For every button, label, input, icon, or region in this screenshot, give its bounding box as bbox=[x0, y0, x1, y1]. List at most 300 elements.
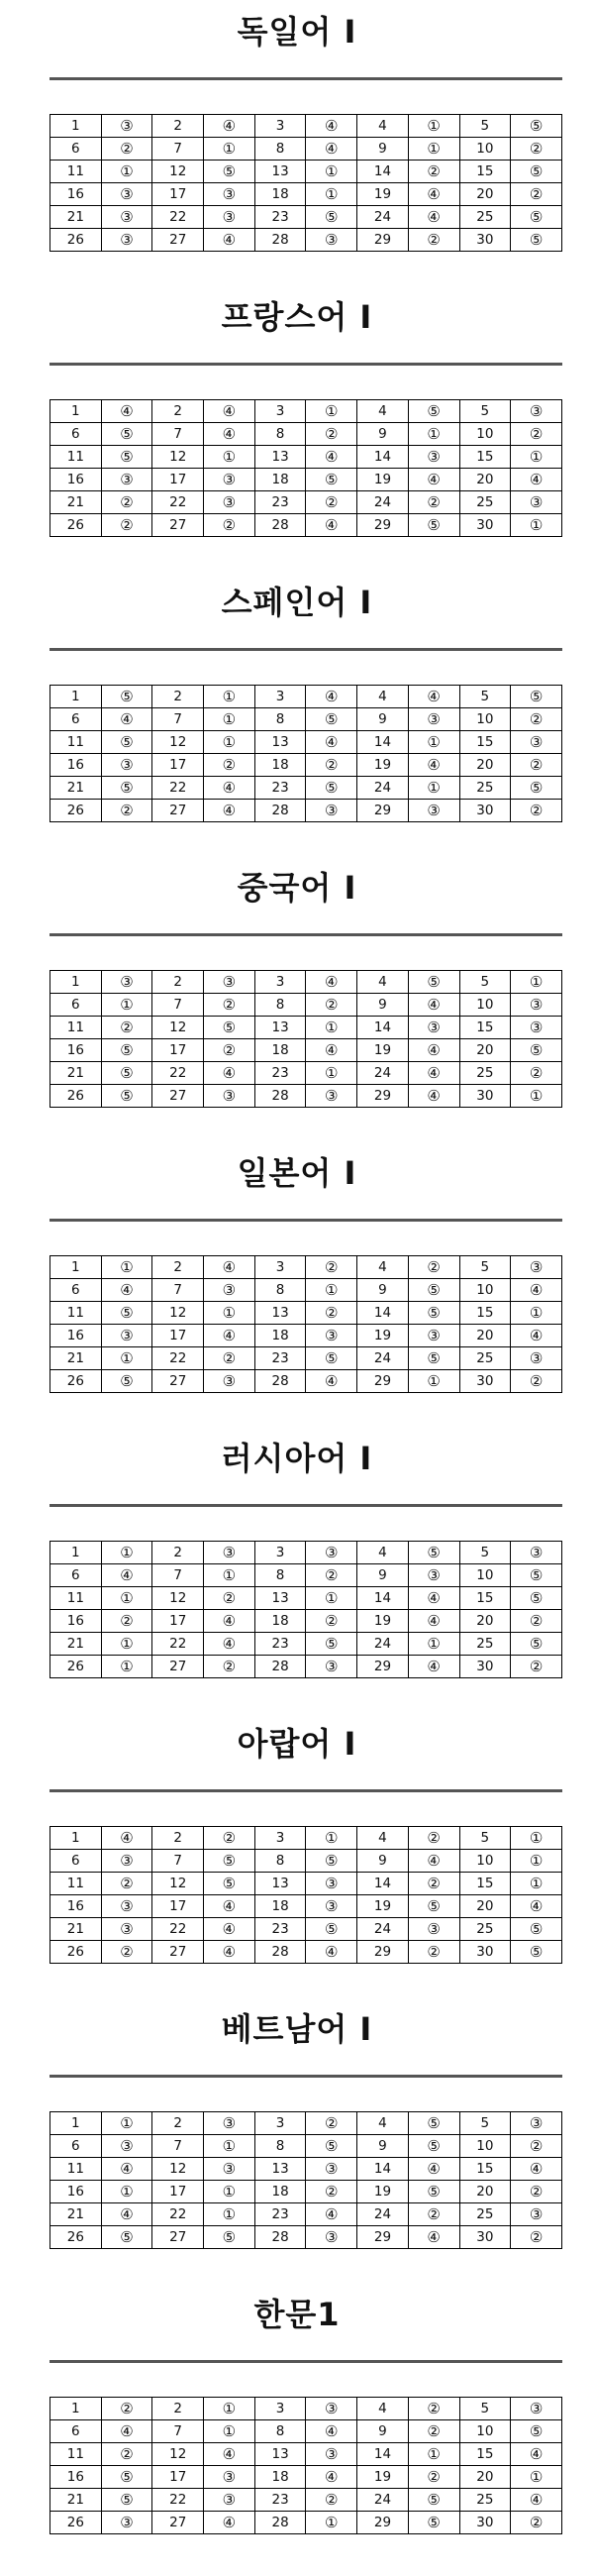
table-row bbox=[50, 423, 562, 446]
answer-cell: ⑤ bbox=[511, 229, 562, 252]
table-row bbox=[50, 1564, 562, 1587]
question-number-cell: 24 bbox=[357, 2203, 409, 2226]
answer-table bbox=[50, 2111, 562, 2249]
question-number-cell: 7 bbox=[152, 138, 204, 161]
answer-cell: ① bbox=[408, 1633, 459, 1656]
table-row bbox=[50, 731, 562, 754]
question-number-cell: 28 bbox=[254, 1370, 306, 1393]
answer-cell: ④ bbox=[511, 1895, 562, 1918]
question-number-cell: 24 bbox=[357, 1347, 409, 1370]
answer-cell: ① bbox=[204, 708, 255, 731]
answer-cell: ⑤ bbox=[511, 1587, 562, 1610]
question-number-cell: 19 bbox=[357, 183, 409, 206]
question-number-cell: 19 bbox=[357, 1039, 409, 1062]
answer-cell: ⑤ bbox=[408, 971, 459, 994]
answer-cell: ② bbox=[511, 2135, 562, 2158]
answer-cell: ③ bbox=[408, 1017, 459, 1039]
answer-cell: ③ bbox=[306, 2158, 357, 2181]
table-row bbox=[50, 1256, 562, 1279]
question-number-cell: 15 bbox=[459, 2158, 511, 2181]
question-number-cell: 16 bbox=[50, 1039, 102, 1062]
answer-cell: ⑤ bbox=[511, 161, 562, 183]
answer-cell: ④ bbox=[511, 2158, 562, 2181]
question-number-cell: 6 bbox=[50, 2420, 102, 2443]
question-number-cell: 23 bbox=[254, 491, 306, 514]
answer-cell: ⑤ bbox=[408, 1895, 459, 1918]
answer-cell: ③ bbox=[306, 2398, 357, 2420]
answer-cell: ② bbox=[408, 161, 459, 183]
table-row bbox=[50, 994, 562, 1017]
question-number-cell: 30 bbox=[459, 514, 511, 537]
question-number-cell: 5 bbox=[459, 1827, 511, 1850]
question-number-cell: 20 bbox=[459, 469, 511, 491]
table-row bbox=[50, 2420, 562, 2443]
question-number-cell: 21 bbox=[50, 1918, 102, 1941]
question-number-cell: 11 bbox=[50, 1302, 102, 1325]
answer-cell: ③ bbox=[511, 2398, 562, 2420]
answer-cell: ③ bbox=[204, 2489, 255, 2512]
question-number-cell: 8 bbox=[254, 423, 306, 446]
table-row bbox=[50, 229, 562, 252]
question-number-cell: 5 bbox=[459, 2112, 511, 2135]
answer-cell: ⑤ bbox=[511, 777, 562, 800]
answer-section bbox=[0, 1712, 594, 1997]
table-row bbox=[50, 708, 562, 731]
question-number-cell: 26 bbox=[50, 229, 102, 252]
table-row bbox=[50, 183, 562, 206]
question-number-cell: 6 bbox=[50, 423, 102, 446]
question-number-cell: 15 bbox=[459, 1302, 511, 1325]
question-number-cell: 3 bbox=[254, 1256, 306, 1279]
question-number-cell: 18 bbox=[254, 754, 306, 777]
question-number-cell: 9 bbox=[357, 708, 409, 731]
section-title: 베트남어 I bbox=[221, 2010, 373, 2048]
answer-cell: ② bbox=[101, 514, 152, 537]
question-number-cell: 7 bbox=[152, 2135, 204, 2158]
question-number-cell: 13 bbox=[254, 1587, 306, 1610]
table-row bbox=[50, 2489, 562, 2512]
answer-cell: ③ bbox=[408, 446, 459, 469]
question-number-cell: 7 bbox=[152, 1850, 204, 1873]
question-number-cell: 19 bbox=[357, 1610, 409, 1633]
answer-cell: ④ bbox=[306, 686, 357, 708]
question-number-cell: 2 bbox=[152, 2112, 204, 2135]
table-row bbox=[50, 2398, 562, 2420]
question-number-cell: 12 bbox=[152, 161, 204, 183]
answer-cell: ② bbox=[306, 754, 357, 777]
answer-cell: ④ bbox=[101, 2203, 152, 2226]
answer-cell: ② bbox=[101, 1941, 152, 1964]
question-number-cell: 7 bbox=[152, 2420, 204, 2443]
answer-cell: ③ bbox=[511, 1256, 562, 1279]
answer-cell: ③ bbox=[511, 2203, 562, 2226]
question-number-cell: 23 bbox=[254, 2203, 306, 2226]
table-row bbox=[50, 2226, 562, 2249]
table-row bbox=[50, 686, 562, 708]
answer-cell: ① bbox=[204, 446, 255, 469]
answer-cell: ④ bbox=[204, 1941, 255, 1964]
question-number-cell: 26 bbox=[50, 1370, 102, 1393]
answer-cell: ④ bbox=[408, 686, 459, 708]
answer-section bbox=[0, 1427, 594, 1712]
question-number-cell: 17 bbox=[152, 2466, 204, 2489]
answer-cell: ② bbox=[204, 1827, 255, 1850]
question-number-cell: 2 bbox=[152, 115, 204, 138]
answer-cell: ③ bbox=[101, 1325, 152, 1347]
answer-cell: ① bbox=[511, 1302, 562, 1325]
question-number-cell: 27 bbox=[152, 2512, 204, 2534]
question-number-cell: 14 bbox=[357, 2158, 409, 2181]
question-number-cell: 8 bbox=[254, 1850, 306, 1873]
table-row bbox=[50, 491, 562, 514]
answer-cell: ③ bbox=[306, 1325, 357, 1347]
answer-cell: ② bbox=[101, 1873, 152, 1895]
answer-cell: ① bbox=[408, 423, 459, 446]
question-number-cell: 28 bbox=[254, 1656, 306, 1678]
answer-cell: ④ bbox=[204, 1062, 255, 1085]
question-number-cell: 10 bbox=[459, 2135, 511, 2158]
question-number-cell: 23 bbox=[254, 1633, 306, 1656]
answer-cell: ③ bbox=[511, 1017, 562, 1039]
table-row bbox=[50, 1302, 562, 1325]
answer-cell: ① bbox=[306, 1587, 357, 1610]
answer-cell: ④ bbox=[511, 1325, 562, 1347]
title-underline bbox=[50, 1789, 562, 1792]
answer-cell: ③ bbox=[511, 491, 562, 514]
answer-cell: ① bbox=[511, 1873, 562, 1895]
answer-cell: ② bbox=[204, 1039, 255, 1062]
answer-cell: ② bbox=[306, 2489, 357, 2512]
question-number-cell: 22 bbox=[152, 2203, 204, 2226]
question-number-cell: 16 bbox=[50, 1610, 102, 1633]
question-number-cell: 20 bbox=[459, 1610, 511, 1633]
question-number-cell: 7 bbox=[152, 1279, 204, 1302]
table-row bbox=[50, 1827, 562, 1850]
answer-cell: ① bbox=[204, 2398, 255, 2420]
question-number-cell: 2 bbox=[152, 971, 204, 994]
answer-cell: ② bbox=[306, 1302, 357, 1325]
answer-cell: ② bbox=[408, 1873, 459, 1895]
answer-cell: ① bbox=[101, 1633, 152, 1656]
answer-cell: ③ bbox=[101, 229, 152, 252]
answer-cell: ⑤ bbox=[408, 2112, 459, 2135]
answer-cell: ⑤ bbox=[101, 2226, 152, 2249]
question-number-cell: 4 bbox=[357, 1827, 409, 1850]
answer-cell: ③ bbox=[306, 1542, 357, 1564]
table-row bbox=[50, 2203, 562, 2226]
question-number-cell: 29 bbox=[357, 2226, 409, 2249]
question-number-cell: 1 bbox=[50, 400, 102, 423]
answer-cell: ② bbox=[204, 754, 255, 777]
table-row bbox=[50, 1017, 562, 1039]
question-number-cell: 28 bbox=[254, 2226, 306, 2249]
table-row bbox=[50, 1279, 562, 1302]
answer-table bbox=[50, 399, 562, 537]
table-row bbox=[50, 1347, 562, 1370]
table-row bbox=[50, 2135, 562, 2158]
answer-cell: ② bbox=[306, 1564, 357, 1587]
answer-cell: ⑤ bbox=[511, 1633, 562, 1656]
question-number-cell: 18 bbox=[254, 1325, 306, 1347]
answer-cell: ① bbox=[101, 2181, 152, 2203]
answer-cell: ⑤ bbox=[101, 1062, 152, 1085]
question-number-cell: 20 bbox=[459, 1039, 511, 1062]
question-number-cell: 21 bbox=[50, 2203, 102, 2226]
question-number-cell: 20 bbox=[459, 2466, 511, 2489]
question-number-cell: 18 bbox=[254, 2181, 306, 2203]
question-number-cell: 2 bbox=[152, 1542, 204, 1564]
question-number-cell: 29 bbox=[357, 1085, 409, 1108]
answer-cell: ② bbox=[306, 2181, 357, 2203]
answer-cell: ③ bbox=[306, 800, 357, 822]
question-number-cell: 27 bbox=[152, 800, 204, 822]
answer-cell: ⑤ bbox=[101, 1039, 152, 1062]
answer-cell: ① bbox=[204, 2135, 255, 2158]
answer-cell: ⑤ bbox=[511, 206, 562, 229]
answer-cell: ③ bbox=[306, 1873, 357, 1895]
question-number-cell: 6 bbox=[50, 1564, 102, 1587]
answer-section bbox=[0, 285, 594, 571]
question-number-cell: 24 bbox=[357, 2489, 409, 2512]
question-number-cell: 8 bbox=[254, 2135, 306, 2158]
answer-cell: ② bbox=[511, 708, 562, 731]
table-row bbox=[50, 2512, 562, 2534]
answer-cell: ③ bbox=[408, 1918, 459, 1941]
table-row bbox=[50, 400, 562, 423]
question-number-cell: 26 bbox=[50, 800, 102, 822]
answer-cell: ⑤ bbox=[204, 1850, 255, 1873]
answer-cell: ① bbox=[101, 994, 152, 1017]
question-number-cell: 29 bbox=[357, 229, 409, 252]
answer-cell: ④ bbox=[306, 971, 357, 994]
answer-cell: ③ bbox=[101, 1918, 152, 1941]
question-number-cell: 14 bbox=[357, 1017, 409, 1039]
answer-section bbox=[0, 2283, 594, 2568]
question-number-cell: 23 bbox=[254, 2489, 306, 2512]
question-number-cell: 16 bbox=[50, 469, 102, 491]
answer-cell: ⑤ bbox=[511, 1918, 562, 1941]
answer-cell: ④ bbox=[511, 2489, 562, 2512]
answer-cell: ② bbox=[204, 994, 255, 1017]
question-number-cell: 14 bbox=[357, 731, 409, 754]
answer-cell: ⑤ bbox=[101, 423, 152, 446]
question-number-cell: 8 bbox=[254, 138, 306, 161]
answer-cell: ③ bbox=[408, 1564, 459, 1587]
question-number-cell: 29 bbox=[357, 514, 409, 537]
question-number-cell: 6 bbox=[50, 994, 102, 1017]
question-number-cell: 12 bbox=[152, 1302, 204, 1325]
question-number-cell: 25 bbox=[459, 1062, 511, 1085]
question-number-cell: 23 bbox=[254, 1347, 306, 1370]
question-number-cell: 26 bbox=[50, 1085, 102, 1108]
answer-cell: ⑤ bbox=[306, 1347, 357, 1370]
question-number-cell: 25 bbox=[459, 2489, 511, 2512]
question-number-cell: 24 bbox=[357, 1918, 409, 1941]
question-number-cell: 25 bbox=[459, 1347, 511, 1370]
answer-cell: ⑤ bbox=[204, 1017, 255, 1039]
question-number-cell: 11 bbox=[50, 161, 102, 183]
table-row bbox=[50, 206, 562, 229]
question-number-cell: 3 bbox=[254, 1542, 306, 1564]
answer-cell: ④ bbox=[101, 1827, 152, 1850]
question-number-cell: 3 bbox=[254, 400, 306, 423]
question-number-cell: 14 bbox=[357, 446, 409, 469]
question-number-cell: 3 bbox=[254, 2112, 306, 2135]
question-number-cell: 1 bbox=[50, 971, 102, 994]
answer-cell: ③ bbox=[204, 469, 255, 491]
question-number-cell: 28 bbox=[254, 514, 306, 537]
answer-cell: ③ bbox=[101, 1895, 152, 1918]
answer-cell: ② bbox=[101, 800, 152, 822]
answer-cell: ① bbox=[204, 1564, 255, 1587]
question-number-cell: 21 bbox=[50, 1633, 102, 1656]
answer-cell: ④ bbox=[101, 1279, 152, 1302]
answer-cell: ④ bbox=[204, 2443, 255, 2466]
answer-cell: ② bbox=[511, 2226, 562, 2249]
answer-cell: ③ bbox=[306, 1895, 357, 1918]
answer-cell: ④ bbox=[408, 1656, 459, 1678]
answer-cell: ② bbox=[204, 514, 255, 537]
answer-cell: ② bbox=[511, 183, 562, 206]
question-number-cell: 15 bbox=[459, 2443, 511, 2466]
question-number-cell: 27 bbox=[152, 1656, 204, 1678]
question-number-cell: 1 bbox=[50, 2398, 102, 2420]
question-number-cell: 18 bbox=[254, 469, 306, 491]
question-number-cell: 28 bbox=[254, 1941, 306, 1964]
question-number-cell: 27 bbox=[152, 1085, 204, 1108]
question-number-cell: 10 bbox=[459, 2420, 511, 2443]
answer-cell: ① bbox=[204, 2181, 255, 2203]
answer-cell: ⑤ bbox=[204, 1873, 255, 1895]
answer-cell: ⑤ bbox=[408, 1542, 459, 1564]
question-number-cell: 24 bbox=[357, 206, 409, 229]
question-number-cell: 19 bbox=[357, 754, 409, 777]
answer-cell: ④ bbox=[204, 1918, 255, 1941]
question-number-cell: 18 bbox=[254, 1610, 306, 1633]
question-number-cell: 6 bbox=[50, 138, 102, 161]
question-number-cell: 22 bbox=[152, 1347, 204, 1370]
question-number-cell: 1 bbox=[50, 686, 102, 708]
question-number-cell: 13 bbox=[254, 1302, 306, 1325]
title-underline bbox=[50, 2075, 562, 2078]
question-number-cell: 30 bbox=[459, 1941, 511, 1964]
table-row bbox=[50, 754, 562, 777]
table-row bbox=[50, 115, 562, 138]
answer-cell: ④ bbox=[204, 777, 255, 800]
question-number-cell: 16 bbox=[50, 754, 102, 777]
answer-cell: ⑤ bbox=[306, 708, 357, 731]
question-number-cell: 9 bbox=[357, 423, 409, 446]
title-underline bbox=[50, 2360, 562, 2363]
answer-cell: ① bbox=[306, 161, 357, 183]
question-number-cell: 17 bbox=[152, 1895, 204, 1918]
question-number-cell: 11 bbox=[50, 731, 102, 754]
answer-section bbox=[0, 856, 594, 1141]
answer-table bbox=[50, 970, 562, 1108]
question-number-cell: 27 bbox=[152, 2226, 204, 2249]
answer-cell: ② bbox=[511, 423, 562, 446]
question-number-cell: 4 bbox=[357, 1256, 409, 1279]
question-number-cell: 20 bbox=[459, 1325, 511, 1347]
answer-cell: ④ bbox=[511, 2443, 562, 2466]
question-number-cell: 16 bbox=[50, 1325, 102, 1347]
question-number-cell: 21 bbox=[50, 1347, 102, 1370]
answer-cell: ⑤ bbox=[101, 1302, 152, 1325]
answer-cell: ④ bbox=[408, 1085, 459, 1108]
question-number-cell: 26 bbox=[50, 1656, 102, 1678]
answer-cell: ④ bbox=[408, 2158, 459, 2181]
question-number-cell: 11 bbox=[50, 1587, 102, 1610]
table-row bbox=[50, 1325, 562, 1347]
question-number-cell: 22 bbox=[152, 206, 204, 229]
answer-cell: ② bbox=[511, 1062, 562, 1085]
question-number-cell: 21 bbox=[50, 1062, 102, 1085]
answer-cell: ⑤ bbox=[306, 777, 357, 800]
question-number-cell: 22 bbox=[152, 777, 204, 800]
question-number-cell: 10 bbox=[459, 423, 511, 446]
answer-cell: ② bbox=[101, 138, 152, 161]
answer-cell: ⑤ bbox=[101, 777, 152, 800]
question-number-cell: 26 bbox=[50, 514, 102, 537]
section-title: 아랍어 I bbox=[237, 1725, 357, 1763]
answer-cell: ⑤ bbox=[101, 446, 152, 469]
answer-cell: ⑤ bbox=[101, 1085, 152, 1108]
question-number-cell: 2 bbox=[152, 400, 204, 423]
question-number-cell: 20 bbox=[459, 183, 511, 206]
table-row bbox=[50, 2158, 562, 2181]
section-title: 일본어 I bbox=[237, 1154, 357, 1192]
answer-cell: ① bbox=[306, 400, 357, 423]
question-number-cell: 2 bbox=[152, 686, 204, 708]
answer-cell: ④ bbox=[204, 1256, 255, 1279]
answer-cell: ③ bbox=[204, 971, 255, 994]
section-title: 스페인어 I bbox=[221, 584, 373, 621]
question-number-cell: 22 bbox=[152, 1062, 204, 1085]
answer-cell: ① bbox=[511, 1085, 562, 1108]
answer-cell: ② bbox=[511, 754, 562, 777]
question-number-cell: 16 bbox=[50, 2466, 102, 2489]
section-title: 프랑스어 I bbox=[221, 298, 373, 336]
question-number-cell: 26 bbox=[50, 2512, 102, 2534]
answer-cell: ② bbox=[511, 800, 562, 822]
question-number-cell: 18 bbox=[254, 183, 306, 206]
answer-cell: ④ bbox=[204, 2512, 255, 2534]
question-number-cell: 25 bbox=[459, 777, 511, 800]
answer-cell: ② bbox=[408, 2466, 459, 2489]
answer-cell: ③ bbox=[204, 1370, 255, 1393]
question-number-cell: 15 bbox=[459, 161, 511, 183]
answer-cell: ③ bbox=[511, 2112, 562, 2135]
answer-cell: ① bbox=[204, 2203, 255, 2226]
answer-cell: ④ bbox=[306, 2420, 357, 2443]
question-number-cell: 2 bbox=[152, 1256, 204, 1279]
answer-cell: ④ bbox=[204, 400, 255, 423]
question-number-cell: 30 bbox=[459, 2226, 511, 2249]
answer-cell: ① bbox=[101, 1542, 152, 1564]
answer-cell: ① bbox=[511, 446, 562, 469]
answer-cell: ⑤ bbox=[511, 1941, 562, 1964]
question-number-cell: 24 bbox=[357, 491, 409, 514]
question-number-cell: 10 bbox=[459, 708, 511, 731]
answer-cell: ④ bbox=[306, 138, 357, 161]
answer-cell: ④ bbox=[511, 1279, 562, 1302]
question-number-cell: 30 bbox=[459, 2512, 511, 2534]
question-number-cell: 4 bbox=[357, 1542, 409, 1564]
question-number-cell: 6 bbox=[50, 708, 102, 731]
answer-cell: ① bbox=[511, 1827, 562, 1850]
answer-cell: ② bbox=[204, 1656, 255, 1678]
question-number-cell: 18 bbox=[254, 1039, 306, 1062]
